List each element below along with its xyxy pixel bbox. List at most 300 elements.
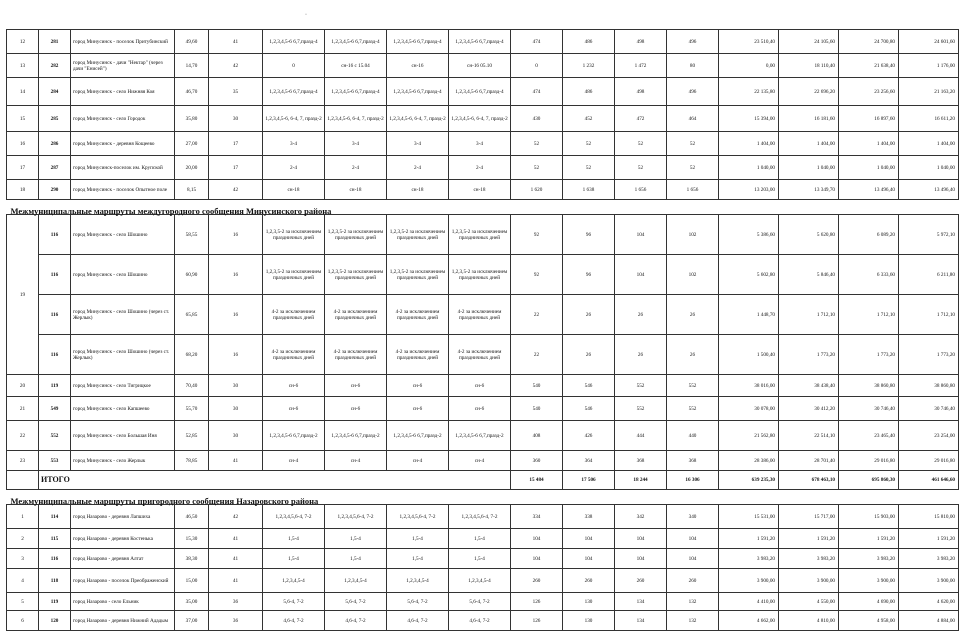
trips-q3: 26: [615, 335, 667, 375]
route-code: 119: [39, 593, 71, 611]
volume-q3: 6 333,60: [839, 255, 899, 295]
total-spacer: [7, 471, 39, 490]
route-name: город Минусинск - село Нижняя Коя: [71, 78, 175, 106]
schedule-q1: сн-6: [263, 375, 325, 397]
route-code: 285: [39, 106, 71, 132]
route-name: город Назарово - поселок Преображенский: [71, 569, 175, 593]
route-table: [6, 29, 959, 631]
volume-q2: 28 701,40: [779, 451, 839, 471]
section-heading: [7, 490, 959, 505]
route-code: 116: [39, 335, 71, 375]
table-row: [7, 375, 959, 397]
volume-q1: 0,00: [719, 54, 779, 78]
schedule-q2: 1,5-4: [325, 529, 387, 549]
volume-q1: 5 386,60: [719, 215, 779, 255]
bus-class: 41: [209, 451, 263, 471]
trips-q2: 546: [563, 397, 615, 421]
volume-q4: 3 900,00: [899, 569, 959, 593]
table-row: [7, 451, 959, 471]
trips-q3: 52: [615, 156, 667, 180]
volume-q3: 1 712,10: [839, 295, 899, 335]
trips-q1: 0: [511, 54, 563, 78]
route-code: 120: [39, 611, 71, 631]
trips-q4: 368: [667, 451, 719, 471]
volume-q2: 1 591,20: [779, 529, 839, 549]
table-row: [7, 255, 959, 295]
row-number: 6: [7, 611, 39, 631]
schedule-q3: 4-2 за исключением праздничных дней: [387, 335, 449, 375]
volume-q3: 16 897,60: [839, 106, 899, 132]
schedule-q2: 4-2 за исключением праздничных дней: [325, 295, 387, 335]
volume-q3: 23 465,40: [839, 421, 899, 451]
schedule-q3: 1,5-4: [387, 529, 449, 549]
trips-q4: 80: [667, 54, 719, 78]
route-length: 68,20: [175, 335, 209, 375]
volume-q4: 13 496,40: [899, 180, 959, 200]
trips-q4: 552: [667, 375, 719, 397]
schedule-q3: 5,6-4, 7-2: [387, 593, 449, 611]
bus-class: 41: [209, 569, 263, 593]
schedule-q3: 1,5-4: [387, 549, 449, 569]
row-number: 17: [7, 156, 39, 180]
trips-q4: 52: [667, 156, 719, 180]
volume-q3: 1 773,20: [839, 335, 899, 375]
schedule-q4: 3-4: [449, 132, 511, 156]
table-row: [7, 215, 959, 255]
volume-q2: 22 696,20: [779, 78, 839, 106]
bus-class: 41: [209, 549, 263, 569]
schedule-q1: 2-4: [263, 156, 325, 180]
route-name: город Назарово - деревня Лапшиха: [71, 505, 175, 529]
total-label: ИТОГО: [39, 471, 511, 490]
volume-q2: 18 110,40: [779, 54, 839, 78]
schedule-q1: 0: [263, 54, 325, 78]
route-name: город Минусинск - деревня Кощеево: [71, 132, 175, 156]
section-heading: [7, 200, 959, 215]
table-row: [7, 78, 959, 106]
route-table-sheet: [6, 29, 955, 631]
table-row: [7, 156, 959, 180]
schedule-q1: 1,2,3,5-2 за исключением праздничных дней: [263, 215, 325, 255]
volume-q3: 38 860,80: [839, 375, 899, 397]
route-length: 37,00: [175, 611, 209, 631]
trips-q4: 440: [667, 421, 719, 451]
trips-q2: 546: [563, 375, 615, 397]
trips-q3: 104: [615, 215, 667, 255]
schedule-q4: 4-2 за исключением праздничных дней: [449, 335, 511, 375]
volume-q3: 4 690,00: [839, 593, 899, 611]
volume-q2: 1 712,10: [779, 295, 839, 335]
route-length: 27,00: [175, 132, 209, 156]
volume-q4: 29 016,80: [899, 451, 959, 471]
schedule-q1: сн-4: [263, 451, 325, 471]
schedule-q3: 1,2,3,5-2 за исключением праздничных дней: [387, 255, 449, 295]
volume-q2: 5 846,40: [779, 255, 839, 295]
schedule-q4: 4,6-4, 7-2: [449, 611, 511, 631]
trips-q2: 452: [563, 106, 615, 132]
total-v1: 639 235,30: [719, 471, 779, 490]
trips-q1: 474: [511, 30, 563, 54]
volume-q4: 38 860,80: [899, 375, 959, 397]
volume-q3: 6 089,20: [839, 215, 899, 255]
volume-q4: 15 810,00: [899, 505, 959, 529]
route-code: 552: [39, 421, 71, 451]
total-p4: 16 306: [667, 471, 719, 490]
route-name: город Назарово - село Ельник: [71, 593, 175, 611]
volume-q1: 1 040,00: [719, 156, 779, 180]
schedule-q1: сн-18: [263, 180, 325, 200]
schedule-q1: сн-6: [263, 397, 325, 421]
route-code: 290: [39, 180, 71, 200]
trips-q1: 126: [511, 611, 563, 631]
volume-q4: 4 884,00: [899, 611, 959, 631]
bus-class: 16: [209, 255, 263, 295]
route-length: 70,40: [175, 375, 209, 397]
schedule-q2: 1,2,3,4,5-4: [325, 569, 387, 593]
trips-q4: 102: [667, 255, 719, 295]
trips-q4: 26: [667, 335, 719, 375]
scan-dot: ·: [305, 12, 307, 18]
route-length: 15,00: [175, 569, 209, 593]
volume-q1: 21 562,80: [719, 421, 779, 451]
volume-q1: 28 386,00: [719, 451, 779, 471]
bus-class: 41: [209, 529, 263, 549]
volume-q4: 3 983,20: [899, 549, 959, 569]
route-length: 55,70: [175, 397, 209, 421]
volume-q4: 1 712,10: [899, 295, 959, 335]
trips-q3: 1 472: [615, 54, 667, 78]
volume-q1: 23 510,40: [719, 30, 779, 54]
schedule-q3: 1,2,3,4,5-4: [387, 569, 449, 593]
volume-q4: 16 611,20: [899, 106, 959, 132]
volume-q1: 4 662,00: [719, 611, 779, 631]
bus-class: 41: [209, 30, 263, 54]
volume-q1: 30 078,00: [719, 397, 779, 421]
table-row: [7, 132, 959, 156]
schedule-q3: 1,2,3,4,5-6 6,7,празд-2: [387, 421, 449, 451]
schedule-q1: 1,2,3,5-2 за исключением праздничных дней: [263, 255, 325, 295]
volume-q1: 13 203,00: [719, 180, 779, 200]
schedule-q2: 4,6-4, 7-2: [325, 611, 387, 631]
volume-q4: 21 163,20: [899, 78, 959, 106]
volume-q3: 15 903,00: [839, 505, 899, 529]
route-name: город Минусинск - село Тигрицкое: [71, 375, 175, 397]
table-row: [7, 421, 959, 451]
row-number: 22: [7, 421, 39, 451]
trips-q2: 52: [563, 156, 615, 180]
volume-q4: 1 591,20: [899, 529, 959, 549]
trips-q3: 260: [615, 569, 667, 593]
route-length: 20,00: [175, 156, 209, 180]
trips-q1: 104: [511, 549, 563, 569]
bus-class: 36: [209, 611, 263, 631]
schedule-q2: сн-4: [325, 451, 387, 471]
volume-q4: 23 254,00: [899, 421, 959, 451]
schedule-q2: 1,2,3,5-2 за исключением праздничных дней: [325, 215, 387, 255]
volume-q1: 1 500,40: [719, 335, 779, 375]
trips-q4: 1 656: [667, 180, 719, 200]
schedule-q2: 1,2,3,4,5-6 6,7,празд-4: [325, 78, 387, 106]
schedule-q1: 1,2,3,4,5-4: [263, 569, 325, 593]
schedule-q3: 4-2 за исключением праздничных дней: [387, 295, 449, 335]
volume-q4: 5 972,10: [899, 215, 959, 255]
schedule-q4: 1,2,3,4,5-6, 6-4, 7, празд-2: [449, 106, 511, 132]
volume-q1: 15 531,00: [719, 505, 779, 529]
trips-q2: 26: [563, 335, 615, 375]
table-row: [7, 335, 959, 375]
trips-q4: 464: [667, 106, 719, 132]
trips-q4: 102: [667, 215, 719, 255]
trips-q1: 126: [511, 593, 563, 611]
trips-q2: 1 232: [563, 54, 615, 78]
schedule-q3: 2-4: [387, 156, 449, 180]
bus-class: 16: [209, 335, 263, 375]
schedule-q4: 1,2,3,4,5-6 6,7,празд-4: [449, 78, 511, 106]
schedule-q1: 3-4: [263, 132, 325, 156]
trips-q4: 104: [667, 529, 719, 549]
bus-class: 17: [209, 132, 263, 156]
schedule-q2: сн-18: [325, 180, 387, 200]
row-number: 15: [7, 106, 39, 132]
trips-q1: 360: [511, 451, 563, 471]
route-name: город Минусинск - село Капшеево: [71, 397, 175, 421]
row-number: 3: [7, 549, 39, 569]
schedule-q3: 1,2,3,4,5-6 6,7,празд-4: [387, 30, 449, 54]
route-name: город Минусинск - село Жерлык: [71, 451, 175, 471]
bus-class: 36: [209, 593, 263, 611]
bus-class: 42: [209, 505, 263, 529]
section-title: Межмуниципальные маршруты междугородного сообщения Минусинского района: [10, 206, 332, 216]
trips-q4: 496: [667, 78, 719, 106]
trips-q3: 104: [615, 549, 667, 569]
table-row: [7, 569, 959, 593]
trips-q4: 104: [667, 549, 719, 569]
schedule-q3: сн-4: [387, 451, 449, 471]
route-name: город Минусинск - село Большая Иня: [71, 421, 175, 451]
volume-q2: 3 983,20: [779, 549, 839, 569]
row-number: 23: [7, 451, 39, 471]
route-length: 14,70: [175, 54, 209, 78]
route-name: город Минусинск - село Городок: [71, 106, 175, 132]
volume-q4: 1 176,00: [899, 54, 959, 78]
route-length: 35,80: [175, 106, 209, 132]
schedule-q4: 5,6-4, 7-2: [449, 593, 511, 611]
schedule-q4: 1,5-4: [449, 529, 511, 549]
trips-q3: 26: [615, 295, 667, 335]
trips-q2: 338: [563, 505, 615, 529]
trips-q4: 260: [667, 569, 719, 593]
trips-q1: 22: [511, 295, 563, 335]
schedule-q2: 1,5-4: [325, 549, 387, 569]
trips-q2: 96: [563, 215, 615, 255]
volume-q2: 1 404,00: [779, 132, 839, 156]
route-name: город Назарово - деревня Алтат: [71, 549, 175, 569]
trips-q1: 1 620: [511, 180, 563, 200]
volume-q2: 4 550,00: [779, 593, 839, 611]
volume-q3: 23 256,60: [839, 78, 899, 106]
route-code: 115: [39, 529, 71, 549]
schedule-q3: 4,6-4, 7-2: [387, 611, 449, 631]
route-code: 118: [39, 569, 71, 593]
schedule-q1: 1,2,3,4,5-6 6,7,празд-4: [263, 30, 325, 54]
schedule-q2: 1,2,3,4,5-6, 6-4, 7, празд-2: [325, 106, 387, 132]
row-number: 16: [7, 132, 39, 156]
bus-class: 17: [209, 156, 263, 180]
route-name: город Минусинск - поселок Опытное поле: [71, 180, 175, 200]
volume-q4: 1 040,00: [899, 156, 959, 180]
route-code: 282: [39, 54, 71, 78]
bus-class: 42: [209, 180, 263, 200]
volume-q1: 22 135,80: [719, 78, 779, 106]
table-row: [7, 505, 959, 529]
bus-class: 42: [209, 54, 263, 78]
row-number: 21: [7, 397, 39, 421]
section-title: Межмуниципальные маршруты пригородного сообщения Назаровского района: [10, 496, 319, 506]
schedule-q4: сн-16 05.10: [449, 54, 511, 78]
volume-q1: 4 410,00: [719, 593, 779, 611]
route-code: 553: [39, 451, 71, 471]
trips-q3: 52: [615, 132, 667, 156]
volume-q3: 4 958,00: [839, 611, 899, 631]
volume-q3: 21 638,40: [839, 54, 899, 78]
total-v2: 678 463,10: [779, 471, 839, 490]
schedule-q1: 1,5-4: [263, 549, 325, 569]
trips-q3: 444: [615, 421, 667, 451]
trips-q1: 474: [511, 78, 563, 106]
route-code: 119: [39, 375, 71, 397]
trips-q3: 104: [615, 255, 667, 295]
route-name: город Минусинск - село Шошино: [71, 215, 175, 255]
volume-q3: 24 700,80: [839, 30, 899, 54]
route-name: город Минусинск - село Шошино (через ст. Жерлык): [71, 295, 175, 335]
volume-q1: 15 394,00: [719, 106, 779, 132]
trips-q2: 130: [563, 593, 615, 611]
trips-q1: 92: [511, 215, 563, 255]
row-number: 2: [7, 529, 39, 549]
schedule-q2: сн-6: [325, 397, 387, 421]
bus-class: 35: [209, 78, 263, 106]
schedule-q4: 1,5-4: [449, 549, 511, 569]
schedule-q1: 4-2 за исключением праздничных дней: [263, 295, 325, 335]
trips-q3: 134: [615, 593, 667, 611]
volume-q2: 4 810,00: [779, 611, 839, 631]
volume-q3: 29 016,80: [839, 451, 899, 471]
route-length: 65,85: [175, 295, 209, 335]
schedule-q2: сн-16 с 15.04: [325, 54, 387, 78]
schedule-q4: сн-6: [449, 375, 511, 397]
route-length: 52,85: [175, 421, 209, 451]
volume-q3: 1 040,00: [839, 156, 899, 180]
volume-q2: 5 620,80: [779, 215, 839, 255]
trips-q4: 340: [667, 505, 719, 529]
schedule-q2: 3-4: [325, 132, 387, 156]
route-length: 58,55: [175, 215, 209, 255]
route-name: город Минусинск - село Шошино: [71, 255, 175, 295]
volume-q4: 30 746,40: [899, 397, 959, 421]
schedule-q4: 1,2,3,5-2 за исключением праздничных дней: [449, 215, 511, 255]
volume-q2: 22 514,10: [779, 421, 839, 451]
trips-q1: 52: [511, 132, 563, 156]
volume-q3: 30 746,40: [839, 397, 899, 421]
schedule-q4: 1,2,3,4,5-6 6,7,празд-4: [449, 30, 511, 54]
trips-q1: 92: [511, 255, 563, 295]
trips-q3: 342: [615, 505, 667, 529]
schedule-q2: 4-2 за исключением праздничных дней: [325, 335, 387, 375]
row-number: 5: [7, 593, 39, 611]
schedule-q3: 1,2,3,4,5-6 6,7,празд-4: [387, 78, 449, 106]
table-row: [7, 180, 959, 200]
schedule-q1: 1,2,3,4,5-6 6,7,празд-2: [263, 421, 325, 451]
volume-q1: 5 602,80: [719, 255, 779, 295]
volume-q4: 1 773,20: [899, 335, 959, 375]
schedule-q3: 1,2,3,5-2 за исключением праздничных дней: [387, 215, 449, 255]
route-code: 284: [39, 78, 71, 106]
schedule-q3: 3-4: [387, 132, 449, 156]
table-row: [7, 30, 959, 54]
route-code: 281: [39, 30, 71, 54]
volume-q1: 3 983,20: [719, 549, 779, 569]
total-p2: 17 506: [563, 471, 615, 490]
schedule-q2: 1,2,3,4,5-6 6,7,празд-2: [325, 421, 387, 451]
route-code: 116: [39, 255, 71, 295]
route-name: город Назарово - деревня Нижний Ададым: [71, 611, 175, 631]
volume-q2: 1 040,00: [779, 156, 839, 180]
schedule-q1: 1,2,3,4,5-6, 6-4, 7, празд-2: [263, 106, 325, 132]
route-length: 49,60: [175, 30, 209, 54]
trips-q2: 104: [563, 529, 615, 549]
route-code: 286: [39, 132, 71, 156]
route-code: 287: [39, 156, 71, 180]
bus-class: 30: [209, 421, 263, 451]
volume-q4: 24 601,60: [899, 30, 959, 54]
trips-q3: 498: [615, 30, 667, 54]
trips-q3: 552: [615, 397, 667, 421]
trips-q1: 540: [511, 375, 563, 397]
schedule-q3: сн-16: [387, 54, 449, 78]
trips-q3: 134: [615, 611, 667, 631]
bus-class: 16: [209, 295, 263, 335]
schedule-q4: 1,2,3,4,5,6-4, 7-2: [449, 505, 511, 529]
row-number: 19: [7, 215, 39, 375]
trips-q2: 96: [563, 255, 615, 295]
volume-q1: 1 448,70: [719, 295, 779, 335]
volume-q1: 3 900,00: [719, 569, 779, 593]
trips-q1: 540: [511, 397, 563, 421]
volume-q2: 1 773,20: [779, 335, 839, 375]
trips-q2: 26: [563, 295, 615, 335]
schedule-q3: сн-6: [387, 397, 449, 421]
schedule-q4: 1,2,3,4,5-6 6,7,празд-2: [449, 421, 511, 451]
route-length: 38,30: [175, 549, 209, 569]
trips-q2: 52: [563, 132, 615, 156]
trips-q4: 132: [667, 611, 719, 631]
schedule-q1: 1,2,3,4,5,6-4, 7-2: [263, 505, 325, 529]
trips-q4: 552: [667, 397, 719, 421]
schedule-q4: сн-18: [449, 180, 511, 200]
route-length: 8,15: [175, 180, 209, 200]
schedule-q3: 1,2,3,4,5,6-4, 7-2: [387, 505, 449, 529]
trips-q1: 408: [511, 421, 563, 451]
volume-q2: 16 181,60: [779, 106, 839, 132]
trips-q2: 486: [563, 30, 615, 54]
trips-q4: 496: [667, 30, 719, 54]
row-number: 12: [7, 30, 39, 54]
volume-q4: 6 211,80: [899, 255, 959, 295]
total-p3: 18 244: [615, 471, 667, 490]
table-row: [7, 295, 959, 335]
schedule-q2: 1,2,3,4,5-6 6,7,празд-4: [325, 30, 387, 54]
schedule-q4: 1,2,3,5-2 за исключением праздничных дней: [449, 255, 511, 295]
